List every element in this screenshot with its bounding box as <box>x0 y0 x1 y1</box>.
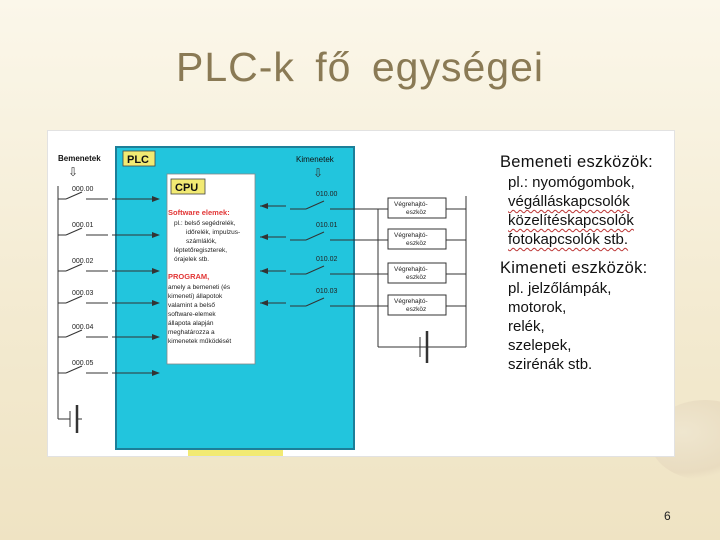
inputs-label: Bemenetek <box>58 154 101 163</box>
input-devices-heading: Bemeneti eszközök: <box>500 153 654 171</box>
output-address: 010.02 <box>316 256 338 263</box>
device-lists <box>500 153 672 380</box>
software-heading: Software elemek: <box>168 208 230 217</box>
program-line: meghatározza a <box>168 329 215 336</box>
input-address: 000.00 <box>72 186 94 193</box>
software-line: számlálók, <box>186 238 217 245</box>
actuator-label: eszköz <box>406 240 427 247</box>
inputs-arrow-icon: ⇩ <box>68 165 79 179</box>
actuator-label: eszköz <box>406 306 427 313</box>
input-device-item: közelítéskapcsolók <box>508 212 634 229</box>
outputs-arrow-icon: ⇩ <box>313 166 324 180</box>
actuator-label: eszköz <box>406 209 427 216</box>
software-line: pl.: belső segédrelék, <box>174 220 236 227</box>
program-heading: PROGRAM, <box>168 272 210 281</box>
output-device-item: pl. jelzőlámpák, <box>508 280 612 297</box>
program-line: valamint a belső <box>168 302 215 309</box>
plc-block-diagram <box>48 131 493 456</box>
cpu-label: CPU <box>175 182 199 194</box>
plc-base-strip <box>188 449 283 456</box>
outputs-label: Kimenetek <box>296 155 334 164</box>
input-device-item: pl.: nyomógombok, <box>508 174 635 191</box>
slide-title: PLC-k fő egységei <box>175 44 544 90</box>
software-line: léptetőregiszterek, <box>174 247 228 254</box>
input-address: 000.04 <box>72 324 94 331</box>
software-line: időrelék, impulzus- <box>186 229 241 236</box>
output-device-item: relék, <box>508 318 545 335</box>
actuator-label: Végrehajtó- <box>394 266 428 273</box>
page-number: 6 <box>664 509 671 523</box>
output-address: 010.01 <box>316 222 338 229</box>
output-address: 010.03 <box>316 288 338 295</box>
plc-label: PLC <box>127 154 149 166</box>
program-line: software-elemek <box>168 311 216 318</box>
output-device-item: motorok, <box>508 299 567 316</box>
actuator-label: Végrehajtó- <box>394 298 428 305</box>
actuator-label: Végrehajtó- <box>394 232 428 239</box>
input-address: 000.03 <box>72 290 94 297</box>
plc-figure <box>47 130 675 457</box>
input-battery-icon <box>58 405 82 433</box>
software-line: órajelek stb. <box>174 256 210 263</box>
input-address: 000.02 <box>72 258 94 265</box>
program-line: amely a bemeneti (és <box>168 284 231 291</box>
output-address: 010.00 <box>316 191 338 198</box>
input-address: 000.01 <box>72 222 94 229</box>
program-line: kimenetek működését <box>168 338 232 345</box>
actuator-label: eszköz <box>406 274 427 281</box>
output-device-item: szelepek, <box>508 337 572 354</box>
actuator-label: Végrehajtó- <box>394 201 428 208</box>
output-devices-list <box>508 279 672 374</box>
output-devices-heading: Kimeneti eszközök: <box>500 259 648 277</box>
program-line: kimeneti) állapotok <box>168 293 223 300</box>
program-line: állapota alapján <box>168 320 214 327</box>
input-device-item: végálláskapcsolók <box>508 193 630 210</box>
input-devices-list <box>508 173 672 249</box>
output-device-item: szirénák stb. <box>508 356 593 373</box>
input-address: 000.05 <box>72 360 94 367</box>
input-device-item: fotokapcsolók stb. <box>508 231 629 248</box>
